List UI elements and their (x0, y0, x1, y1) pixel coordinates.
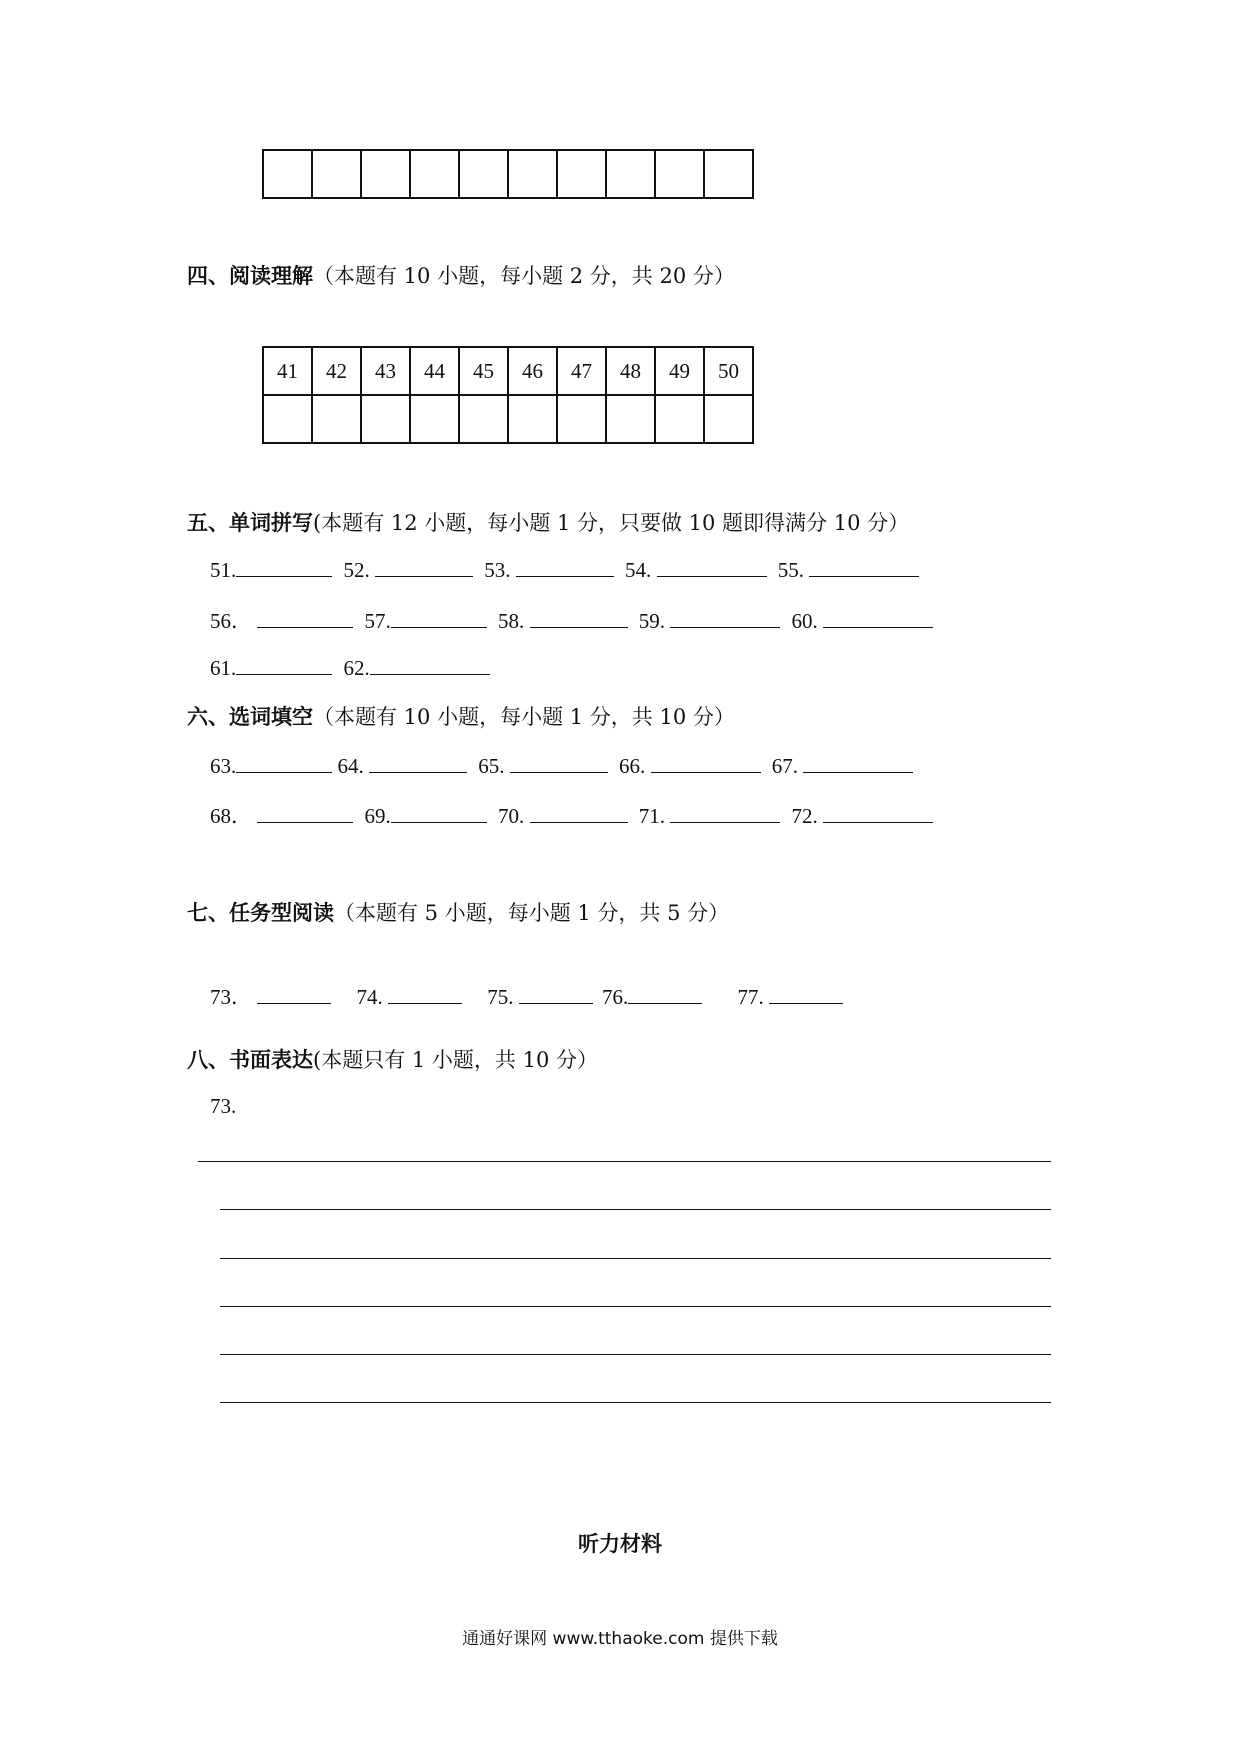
writing-line[interactable] (220, 1258, 1051, 1259)
blank-item: 72. (792, 802, 934, 829)
section7-title: 七、任务型阅读 (187, 900, 334, 925)
answer-blank[interactable] (375, 556, 473, 577)
writing-line[interactable] (220, 1354, 1051, 1355)
blank-item: 76. (602, 983, 702, 1010)
blank-item: 61. (210, 654, 332, 681)
writing-line[interactable] (220, 1402, 1051, 1403)
question-number-cell: 47 (557, 347, 606, 395)
listening-title: 听力材料 (578, 1531, 662, 1556)
blank-item: 69. (365, 802, 487, 829)
blank-item: 71. (639, 802, 781, 829)
blank-item: 63. (210, 752, 332, 779)
answer-cell[interactable] (655, 150, 704, 198)
answer-cell[interactable] (606, 150, 655, 198)
section7-heading (187, 897, 729, 927)
blank-item: 77. (738, 983, 844, 1010)
writing-line[interactable] (198, 1161, 1051, 1162)
blank-item: 59. (639, 607, 781, 634)
answer-blank[interactable] (236, 556, 332, 577)
section5-heading (187, 507, 909, 537)
blank-item: 74. (357, 983, 463, 1010)
answer-blank[interactable] (670, 607, 780, 628)
answer-cell[interactable] (459, 395, 508, 443)
blank-item: 65. (478, 752, 608, 779)
answer-blank[interactable] (769, 983, 843, 1004)
blank-item: 67. (772, 752, 914, 779)
section4-heading (187, 260, 735, 290)
answer-cell[interactable] (312, 150, 361, 198)
answer-cell[interactable] (459, 150, 508, 198)
answer-blank[interactable] (257, 983, 331, 1004)
blank-item: 73． (210, 981, 331, 1011)
section5-note: (本题有 12 小题，每小题 1 分，只要做 10 题即得满分 10 分） (313, 511, 910, 535)
blank-item: 51. (210, 556, 332, 583)
section5-row-1 (210, 556, 925, 583)
blank-item: 57. (365, 607, 487, 634)
answer-blank[interactable] (369, 752, 467, 773)
section6-heading (187, 701, 735, 731)
question-number-cell: 41 (263, 347, 312, 395)
blank-item: 54. (625, 556, 767, 583)
section8-title: 八、书面表达 (187, 1047, 313, 1072)
answer-blank[interactable] (628, 983, 702, 1004)
blank-item: 75. (487, 983, 593, 1010)
answer-blank[interactable] (651, 752, 761, 773)
answer-blank[interactable] (370, 654, 490, 675)
question-number-cell: 43 (361, 347, 410, 395)
answer-cell[interactable] (410, 150, 459, 198)
answer-blank[interactable] (823, 607, 933, 628)
section8-item-number: 73. (210, 1094, 237, 1118)
question-number-cell: 46 (508, 347, 557, 395)
section6-note: （本题有 10 小题，每小题 1 分，共 10 分） (313, 705, 735, 729)
writing-line[interactable] (220, 1306, 1051, 1307)
question-number-cell: 45 (459, 347, 508, 395)
question-number-cell: 48 (606, 347, 655, 395)
answer-blank[interactable] (391, 607, 487, 628)
answer-blank[interactable] (657, 556, 767, 577)
page-footer: 通通好课网 www.tthaoke.com 提供下载 (462, 1629, 778, 1649)
answer-cell[interactable] (557, 150, 606, 198)
blank-item: 70. (498, 802, 628, 829)
answer-cell[interactable] (557, 395, 606, 443)
answer-blank[interactable] (516, 556, 614, 577)
answer-blank[interactable] (257, 802, 353, 823)
answer-cell[interactable] (312, 395, 361, 443)
blank-item: 55. (778, 556, 920, 583)
section5-row-3 (210, 654, 496, 681)
answer-blank[interactable] (530, 607, 628, 628)
answer-cell[interactable] (704, 395, 753, 443)
answer-blank[interactable] (257, 607, 353, 628)
section6-row-1 (210, 752, 919, 779)
section7-note: （本题有 5 小题，每小题 1 分，共 5 分） (334, 901, 730, 925)
question-number-cell: 49 (655, 347, 704, 395)
answer-blank[interactable] (510, 752, 608, 773)
blank-item: 64. (338, 752, 468, 779)
answer-grid-previous (262, 149, 754, 199)
section8-note: (本题只有 1 小题，共 10 分） (313, 1048, 598, 1072)
blank-item: 52. (344, 556, 474, 583)
blank-item: 58. (498, 607, 628, 634)
answer-blank[interactable] (809, 556, 919, 577)
answer-cell[interactable] (410, 395, 459, 443)
blank-item: 66. (619, 752, 761, 779)
section4-answer-grid (262, 346, 754, 444)
question-number-cell: 50 (704, 347, 753, 395)
answer-cell[interactable] (361, 395, 410, 443)
section7-row (210, 981, 849, 1011)
answer-blank[interactable] (236, 654, 332, 675)
question-number-cell: 44 (410, 347, 459, 395)
blank-item: 56． (210, 605, 353, 635)
section6-title: 六、选词填空 (187, 704, 313, 729)
section5-title: 五、单词拼写 (187, 510, 313, 535)
answer-cell[interactable] (508, 395, 557, 443)
answer-cell[interactable] (361, 150, 410, 198)
answer-cell[interactable] (263, 395, 312, 443)
answer-cell[interactable] (263, 150, 312, 198)
answer-blank[interactable] (388, 983, 462, 1004)
writing-line[interactable] (220, 1209, 1051, 1210)
section6-row-2 (210, 800, 939, 830)
question-number-cell: 42 (312, 347, 361, 395)
answer-cell[interactable] (704, 150, 753, 198)
blank-item: 53. (484, 556, 614, 583)
answer-cell[interactable] (606, 395, 655, 443)
answer-blank[interactable] (823, 802, 933, 823)
blank-item: 68． (210, 800, 353, 830)
section4-note: （本题有 10 小题，每小题 2 分，共 20 分） (313, 264, 735, 288)
section4-title: 四、阅读理解 (187, 263, 313, 288)
answer-blank[interactable] (670, 802, 780, 823)
answer-blank[interactable] (530, 802, 628, 823)
answer-cell[interactable] (508, 150, 557, 198)
section5-row-2 (210, 605, 939, 635)
answer-blank[interactable] (803, 752, 913, 773)
blank-item: 60. (792, 607, 934, 634)
answer-blank[interactable] (391, 802, 487, 823)
answer-blank[interactable] (236, 752, 332, 773)
blank-item: 62. (344, 654, 490, 681)
section8-heading (187, 1044, 598, 1074)
answer-cell[interactable] (655, 395, 704, 443)
answer-blank[interactable] (519, 983, 593, 1004)
